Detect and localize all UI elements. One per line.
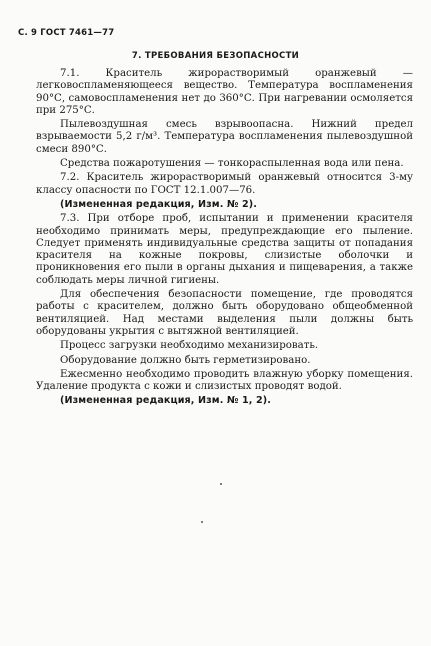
paragraph-dust-air: Пылевоздушная смесь взрывоопасна. Нижний предел взрываемости 5,2 г/м³. Температура воспламенения пылевоздушной смеси 890°С. — [36, 119, 413, 155]
scan-speck — [201, 521, 203, 523]
paragraph-ventilation: Для обеспечения безопасности помещение, где проводятся работы с красителем, должно быть оборудовано общеобменной вентиляцией. Над местами выделения пыли должны быть оборудованы укрытия с вытяжной вентиляцией. — [36, 289, 413, 337]
amendment-note-2: (Измененная редакция, Изм. № 1, 2). — [60, 395, 271, 407]
paragraph-fire-extinguishing: Средства пожаротушения — тонкораспыленная вода или пена. — [60, 158, 404, 170]
paragraph-7-3: 7.3. При отборе проб, испытании и применении красителя необходимо принимать меры, предупреждающие его пыление. Следует применять индивидуальные средства защиты от попадания красителя на кожные покровы, слизистые оболочки и проникновения его пыли в органы дыхания и пищеварения, а также соблюдать меры личной гигиены. — [36, 213, 413, 286]
section-body — [36, 68, 413, 410]
paragraph-loading: Процесс загрузки необходимо механизировать. — [60, 340, 319, 352]
paragraph-7-2: 7.2. Краситель жирорастворимый оранжевый относится 3-му классу опасности по ГОСТ 12.1.007—76. — [36, 172, 413, 196]
paragraph-cleaning: Ежесменно необходимо проводить влажную уборку помещения. Удаление продукта с кожи и слизистых проводят водой. — [36, 368, 413, 393]
page-header: С. 9 ГОСТ 7461—77 — [18, 28, 115, 38]
section-title: 7. ТРЕБОВАНИЯ БЕЗОПАСНОСТИ — [131, 51, 300, 61]
amendment-note-1: (Измененная редакция, Изм. № 2). — [60, 198, 258, 210]
paragraph-7-1: 7.1. Краситель жирорастворимый оранжевый — легковоспламеняющееся вещество. Температура воспламенения 90°С, самовоспламенения нет до 360°С. При нагревании осмоляется при 275°С. — [36, 68, 413, 116]
scan-speck — [220, 483, 222, 485]
paragraph-sealing: Оборудование должно быть герметизировано. — [60, 354, 311, 366]
